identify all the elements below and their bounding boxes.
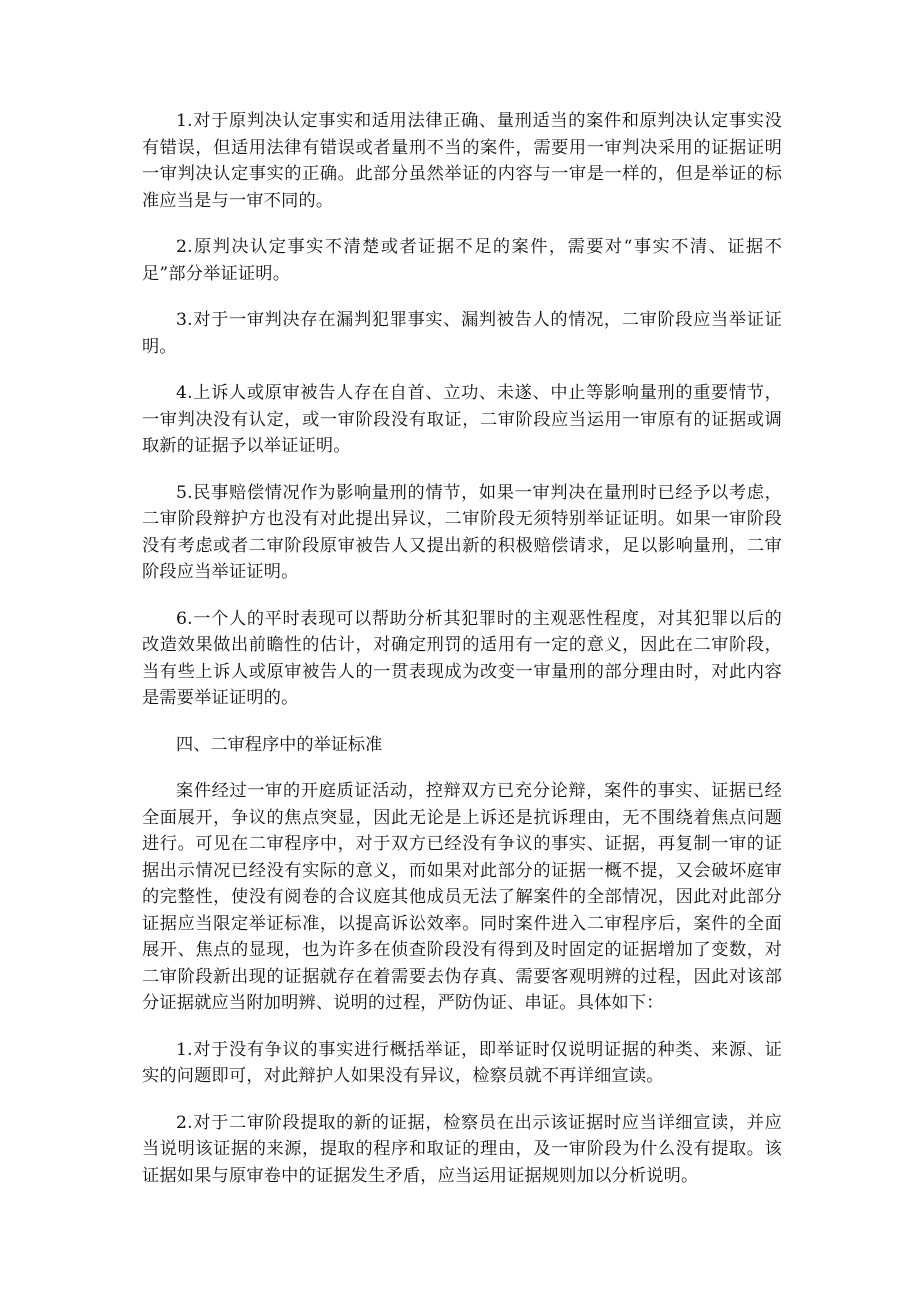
paragraph-item-3: 3.对于一审判决存在漏判犯罪事实、漏判被告人的情况，二审阶段应当举证证明。: [142, 310, 782, 357]
paragraph-item-5: 5.民事赔偿情况作为影响量刑的情节，如果一审判决在量刑时已经予以考虑，二审阶段辩护方也没有对此提出异议，二审阶段无须特别举证证明。如果一审阶段没有考虑或者二审阶段原审被告人又提出新的积极赔偿请求，足以影响量刑，二审阶段应当举证证明。: [142, 482, 782, 582]
paragraph-item-1: 1.对于原判决认定事实和适用法律正确、量刑适当的案件和原判决认定事实没有错误，但适用法律有错误或者量刑不当的案件，需要用一审判决采用的证据证明一审判决认定事实的正确。此部分虽然举证的内容与一审是一样的，但是举证的标准应当是与一审不同的。: [142, 111, 782, 211]
section-item-2: 2.对于二审阶段提取的新的证据，检察员在出示该证据时应当详细宣读，并应当说明该证据的来源，提取的程序和取证的理由，及一审阶段为什么没有提取。该证据如果与原审卷中的证据发生矛盾，应当运用证据规则加以分析说明。: [142, 1112, 782, 1186]
document-page: [142, 108, 782, 1209]
paragraph-item-2: 2.原判决认定事实不清楚或者证据不足的案件，需要对“事实不清、证据不足”部分举证证明。: [142, 237, 782, 284]
section-heading: 四、二审程序中的举证标准: [176, 734, 383, 755]
section-item-1: 1.对于没有争议的事实进行概括举证，即举证时仅说明证据的种类、来源、证实的问题即可，对此辩护人如果没有异议，检察员就不再详细宣读。: [142, 1039, 782, 1086]
paragraph-item-6: 6.一个人的平时表现可以帮助分析其犯罪时的主观恶性程度，对其犯罪以后的改造效果做出前瞻性的估计，对确定刑罚的适用有一定的意义，因此在二审阶段，当有些上诉人或原审被告人的一贯表现成为改变一审量刑的部分理由时，对此内容是需要举证证明的。: [142, 608, 782, 708]
section-intro-paragraph: 案件经过一审的开庭质证活动，控辩双方已充分论辩，案件的事实、证据已经全面展开，争议的焦点突显，因此无论是上诉还是抗诉理由，无不围绕着焦点问题进行。可见在二审程序中，对于双方已经没有争议的事实、证据，再复制一审的证据出示情况已经没有实际的意义，而如果对此部分的证据一概不提，又会破坏庭审的完整性，使没有阅卷的合议庭其他成员无法了解案件的全部情况，因此对此部分证据应当限定举证标准，以提高诉讼效率。同时案件进入二审程序后，案件的全面展开、焦点的显现，也为许多在侦查阶段没有得到及时固定的证据增加了变数，对二审阶段新出现的证据就存在着需要去伪存真、需要客观明辨的过程，因此对该部分证据就应当附加明辨、说明的过程，严防伪证、串证。具体如下：: [142, 781, 782, 1013]
paragraph-item-4: 4.上诉人或原审被告人存在自首、立功、未遂、中止等影响量刑的重要情节，一审判决没有认定，或一审阶段没有取证，二审阶段应当运用一审原有的证据或调取新的证据予以举证证明。: [142, 383, 782, 456]
